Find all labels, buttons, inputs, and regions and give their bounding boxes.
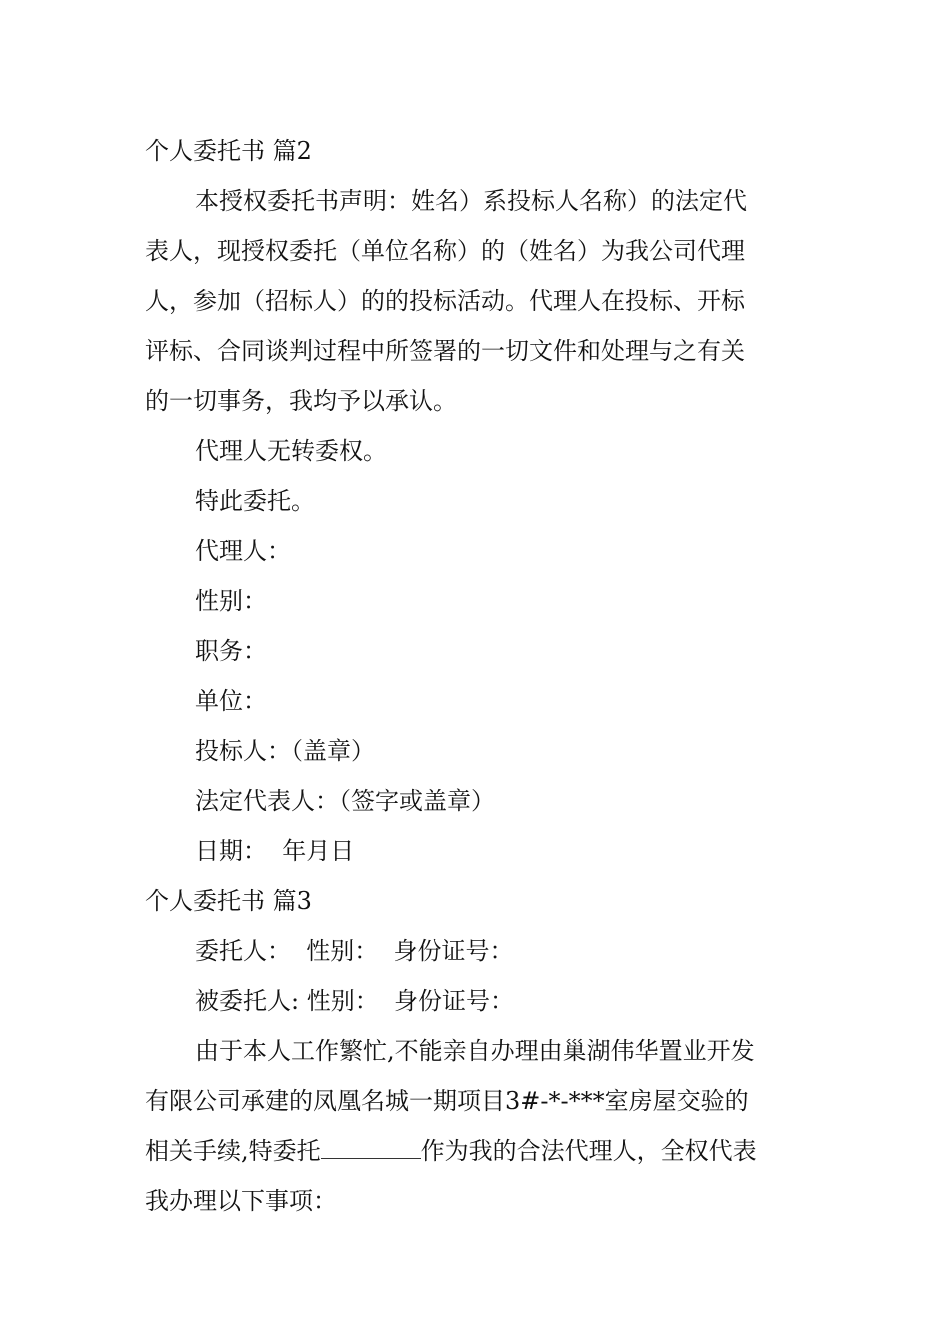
section-3-heading: 个人委托书 篇3	[145, 887, 312, 915]
paragraph-line: 评标、合同谈判过程中所签署的一切文件和处理与之有关	[145, 337, 745, 365]
principal-info-line: 委托人： 性别： 身份证号：	[195, 937, 514, 965]
paragraph-line: 由于本人工作繁忙,不能亲自办理由巢湖伟华置业开发	[195, 1037, 755, 1065]
paragraph-line-prefix: 相关手续,特委托	[145, 1137, 321, 1165]
date-field-label: 日期： 年月日	[195, 837, 355, 865]
section-3-delegation-paragraph	[145, 1026, 810, 1226]
section-2-authorization-paragraph	[145, 176, 810, 426]
gender-field-label: 性别：	[195, 587, 267, 615]
agent-field-label: 代理人：	[195, 537, 291, 565]
legal-representative-field-label: 法定代表人：（签字或盖章）	[195, 787, 495, 815]
paragraph-line: 本授权委托书声明：姓名）系投标人名称）的法定代	[195, 187, 747, 215]
paragraph-line: 的一切事务，我均予以承认。	[145, 387, 457, 415]
paragraph-line: 我办理以下事项：	[145, 1187, 337, 1215]
agent-info-line: 被委托人: 性别： 身份证号：	[195, 987, 514, 1015]
unit-field-label: 单位：	[195, 687, 267, 715]
paragraph-line: 人，参加（招标人）的的投标活动。代理人在投标、开标	[145, 287, 745, 315]
paragraph-line-suffix: 作为我的合法代理人，全权代表	[420, 1137, 757, 1165]
paragraph-line: 有限公司承建的凤凰名城一期项目3#-*-***室房屋交验的	[145, 1087, 749, 1115]
position-field-label: 职务：	[195, 637, 267, 665]
document-page	[145, 126, 810, 1226]
bidder-field-label: 投标人：（盖章）	[195, 737, 375, 765]
paragraph-line	[145, 1126, 810, 1176]
agent-name-blank	[321, 1132, 421, 1159]
no-subdelegation-text: 代理人无转委权。	[195, 437, 387, 465]
paragraph-line: 表人，现授权委托（单位名称）的（姓名）为我公司代理	[145, 237, 745, 265]
section-2-heading: 个人委托书 篇2	[145, 137, 312, 165]
hereby-text: 特此委托。	[195, 487, 315, 515]
